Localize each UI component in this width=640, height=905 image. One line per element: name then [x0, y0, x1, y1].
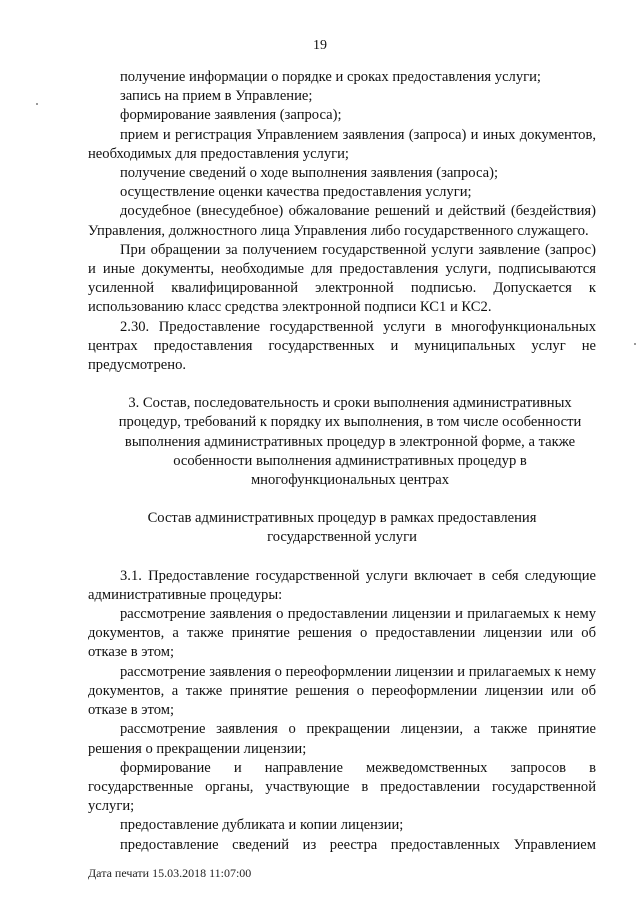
document-body	[88, 68, 596, 855]
section-heading: 3. Состав, последовательность и сроки выполнения административных процедур, требований к порядку их выполнения, в том числе особенности выполнения административных процедур в электронной форме, а также особенности выполнения административных процедур в многофункциональных центрах	[118, 395, 582, 489]
scan-speck	[36, 103, 38, 105]
print-date-footer: Дата печати 15.03.2018 11:07:00	[88, 866, 252, 880]
paragraph: прием и регистрация Управлением заявления (запроса) и иных документов, необходимых для предоставления услуги;	[88, 126, 596, 162]
paragraph: формирование и направление межведомственных запросов в государственные органы, участвующие в предоставлении государственной услуги;	[88, 759, 596, 815]
paragraph: получение информации о порядке и сроках предоставления услуги;	[120, 69, 541, 85]
paragraph: предоставление дубликата и копии лицензии;	[120, 817, 404, 834]
paragraph: рассмотрение заявления о прекращении лицензии, а также принятие решения о прекращении лицензии;	[88, 721, 596, 757]
paragraph: 2.30. Предоставление государственной услуги в многофункциональных центрах предоставления государственных и муниципальных услуг не предусмотрено.	[88, 318, 596, 374]
paragraph: рассмотрение заявления о переоформлении лицензии и прилагаемых к нему документов, а также принятие решения о переоформлении лицензии или об отказе в этом;	[88, 663, 596, 719]
paragraph: получение сведений о ходе выполнения заявления (запроса);	[120, 165, 498, 182]
subsection-heading: Состав административных процедур в рамках предоставления государственной услуги	[147, 510, 537, 546]
paragraph: досудебное (внесудебное) обжалование решений и действий (бездействия) Управления, должностного лица Управления либо государственного служащего.	[88, 203, 596, 239]
paragraph: осуществление оценки качества предоставления услуги;	[120, 184, 472, 201]
page-number: 19	[313, 38, 327, 53]
paragraph: 3.1. Предоставление государственной услуги включает в себя следующие административные процедуры:	[88, 567, 596, 603]
paragraph: запись на прием в Управление;	[120, 88, 313, 105]
paragraph: формирование заявления (запроса);	[120, 107, 342, 124]
paragraph: предоставление сведений из реестра предоставленных Управлением	[120, 836, 596, 853]
scan-speck	[634, 343, 636, 345]
paragraph: рассмотрение заявления о предоставлении лицензии и прилагаемых к нему документов, а также принятие решения о предоставлении лицензии или об отказе в этом;	[88, 606, 596, 661]
paragraph: При обращении за получением государственной услуги заявление (запрос) и иные документы, необходимые для предоставления услуги, подписываются усиленной квалифицированной электронной подписью. Допускается к использованию класс средства электронной подписи КС1 и КС2.	[88, 241, 596, 316]
